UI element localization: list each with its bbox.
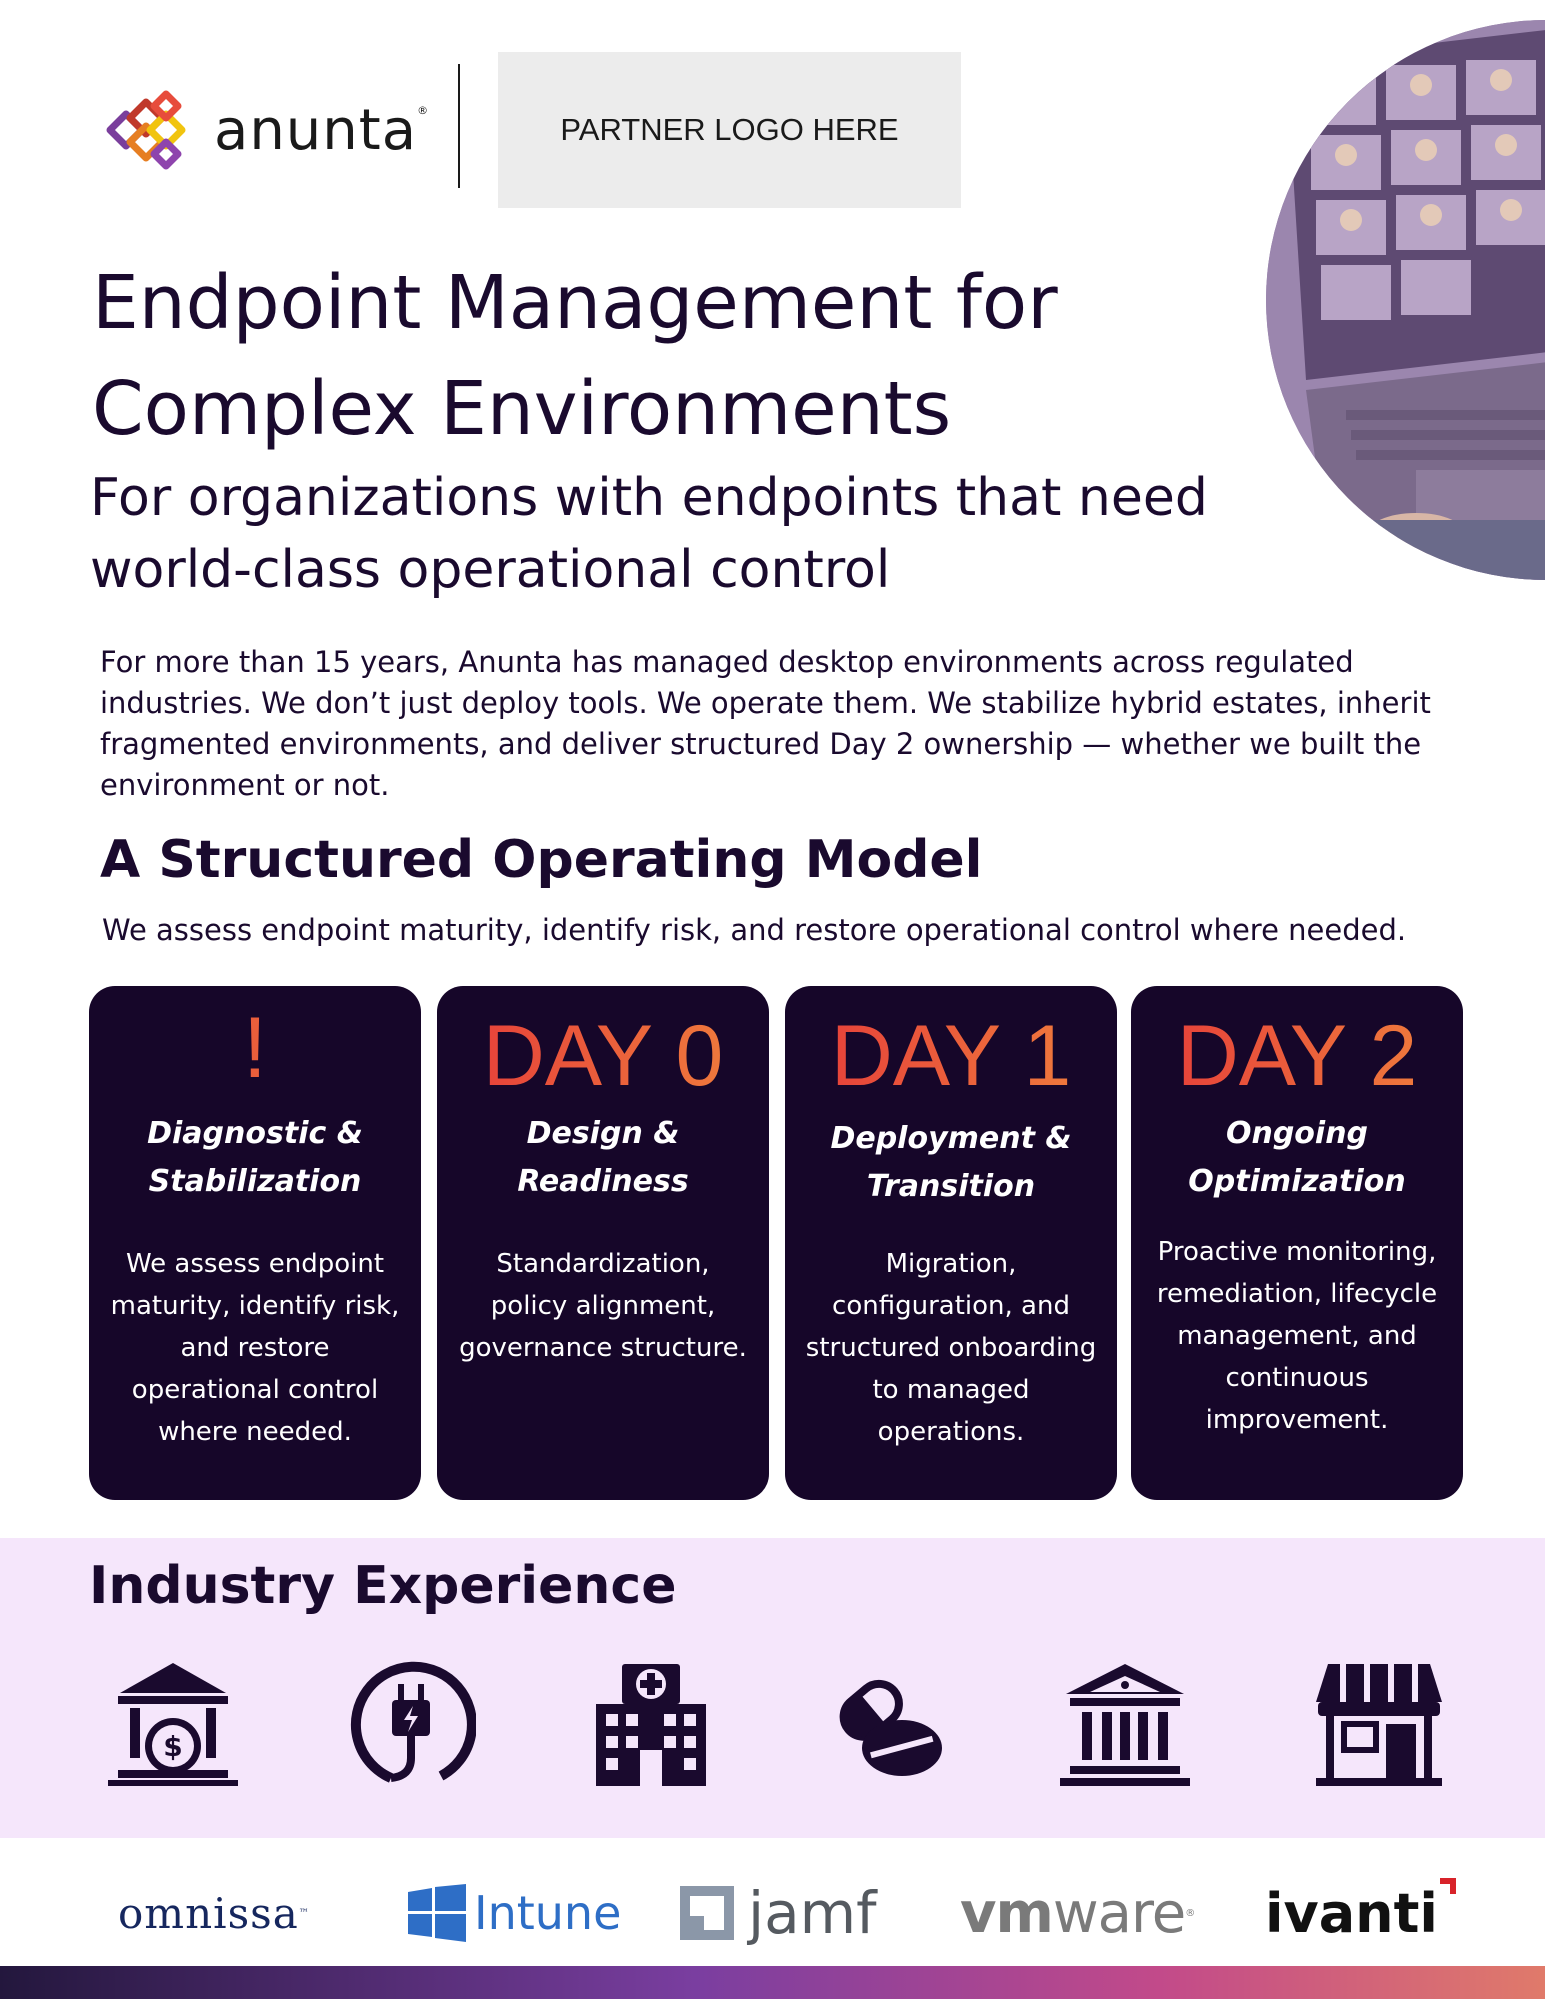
industry-title: Industry Experience	[89, 1556, 677, 1616]
card-head: !	[89, 1000, 421, 1096]
laptop-video-call-photo	[1266, 20, 1545, 580]
intro-paragraph: For more than 15 years, Anunta has managed desktop environments across regulated industries. We don’t just deploy tools. We operate them. We stabilize hybrid estates, inherit fragmented environments, and deliver structured Day 2 ownership — whether we built the environment or not.	[100, 645, 1431, 802]
card-head: DAY 2	[1131, 1008, 1463, 1104]
brand-name: anunta ®	[214, 97, 430, 163]
card-title: Ongoing Optimization	[1188, 1116, 1406, 1199]
anunta-logo	[100, 88, 430, 172]
card-diagnostic	[89, 986, 421, 1500]
jamf-mark-icon	[680, 1886, 734, 1940]
industry-experience-band	[0, 1538, 1545, 1838]
card-body: Standardization, policy alignment, governance structure.	[459, 1249, 747, 1363]
card-day-2	[1131, 986, 1463, 1500]
anunta-knot-icon	[100, 88, 200, 172]
bank-finance-icon	[108, 1658, 238, 1788]
card-title: Deployment & Transition	[830, 1121, 1072, 1204]
jamf-logo: jamf	[680, 1878, 877, 1948]
ivanti-corner-mark-icon	[1440, 1878, 1456, 1894]
intune-logo: Intune	[408, 1878, 621, 1948]
energy-plug-icon	[346, 1658, 476, 1788]
omnissa-logo: omnissa ™	[118, 1888, 310, 1938]
page-subtitle: For organizations with endpoints that need world-class operational control	[90, 468, 1208, 600]
page-title: Endpoint Management for Complex Environments	[92, 260, 1058, 452]
bottom-gradient-bar	[0, 1966, 1545, 1999]
card-head: DAY 0	[437, 1008, 769, 1104]
pharma-pill-icon	[830, 1658, 960, 1788]
operating-model-title: A Structured Operating Model	[100, 830, 983, 890]
hero-photo	[1266, 20, 1545, 580]
operating-model-subtitle: We assess endpoint maturity, identify risk, and restore operational control where needed.	[102, 913, 1407, 947]
card-body: Migration, configuration, and structured onboarding to managed operations.	[805, 1249, 1097, 1447]
card-title: Design & Readiness	[517, 1116, 689, 1199]
operating-model-cards	[89, 986, 1463, 1500]
partner-logo-placeholder	[498, 52, 961, 208]
vmware-logo: vm ware ®	[960, 1880, 1195, 1946]
card-day-0	[437, 986, 769, 1500]
ivanti-logo: ivanti	[1265, 1878, 1456, 1948]
partner-logos	[0, 1858, 1545, 1968]
card-day-1	[785, 986, 1117, 1500]
svg-text:$: $	[163, 1730, 183, 1763]
partner-placeholder-label: PARTNER LOGO HERE	[560, 112, 899, 147]
header-divider	[458, 64, 460, 188]
retail-store-icon	[1314, 1658, 1444, 1788]
card-body: Proactive monitoring, remediation, lifecycle management, and continuous improvement.	[1156, 1237, 1438, 1435]
government-building-icon	[1060, 1658, 1190, 1788]
hospital-icon	[586, 1658, 716, 1788]
windows-icon	[408, 1884, 466, 1942]
card-title: Diagnostic & Stabilization	[147, 1116, 363, 1199]
card-head: DAY 1	[785, 1008, 1117, 1104]
card-body: We assess endpoint maturity, identify risk, and restore operational control where needed.	[110, 1249, 400, 1447]
